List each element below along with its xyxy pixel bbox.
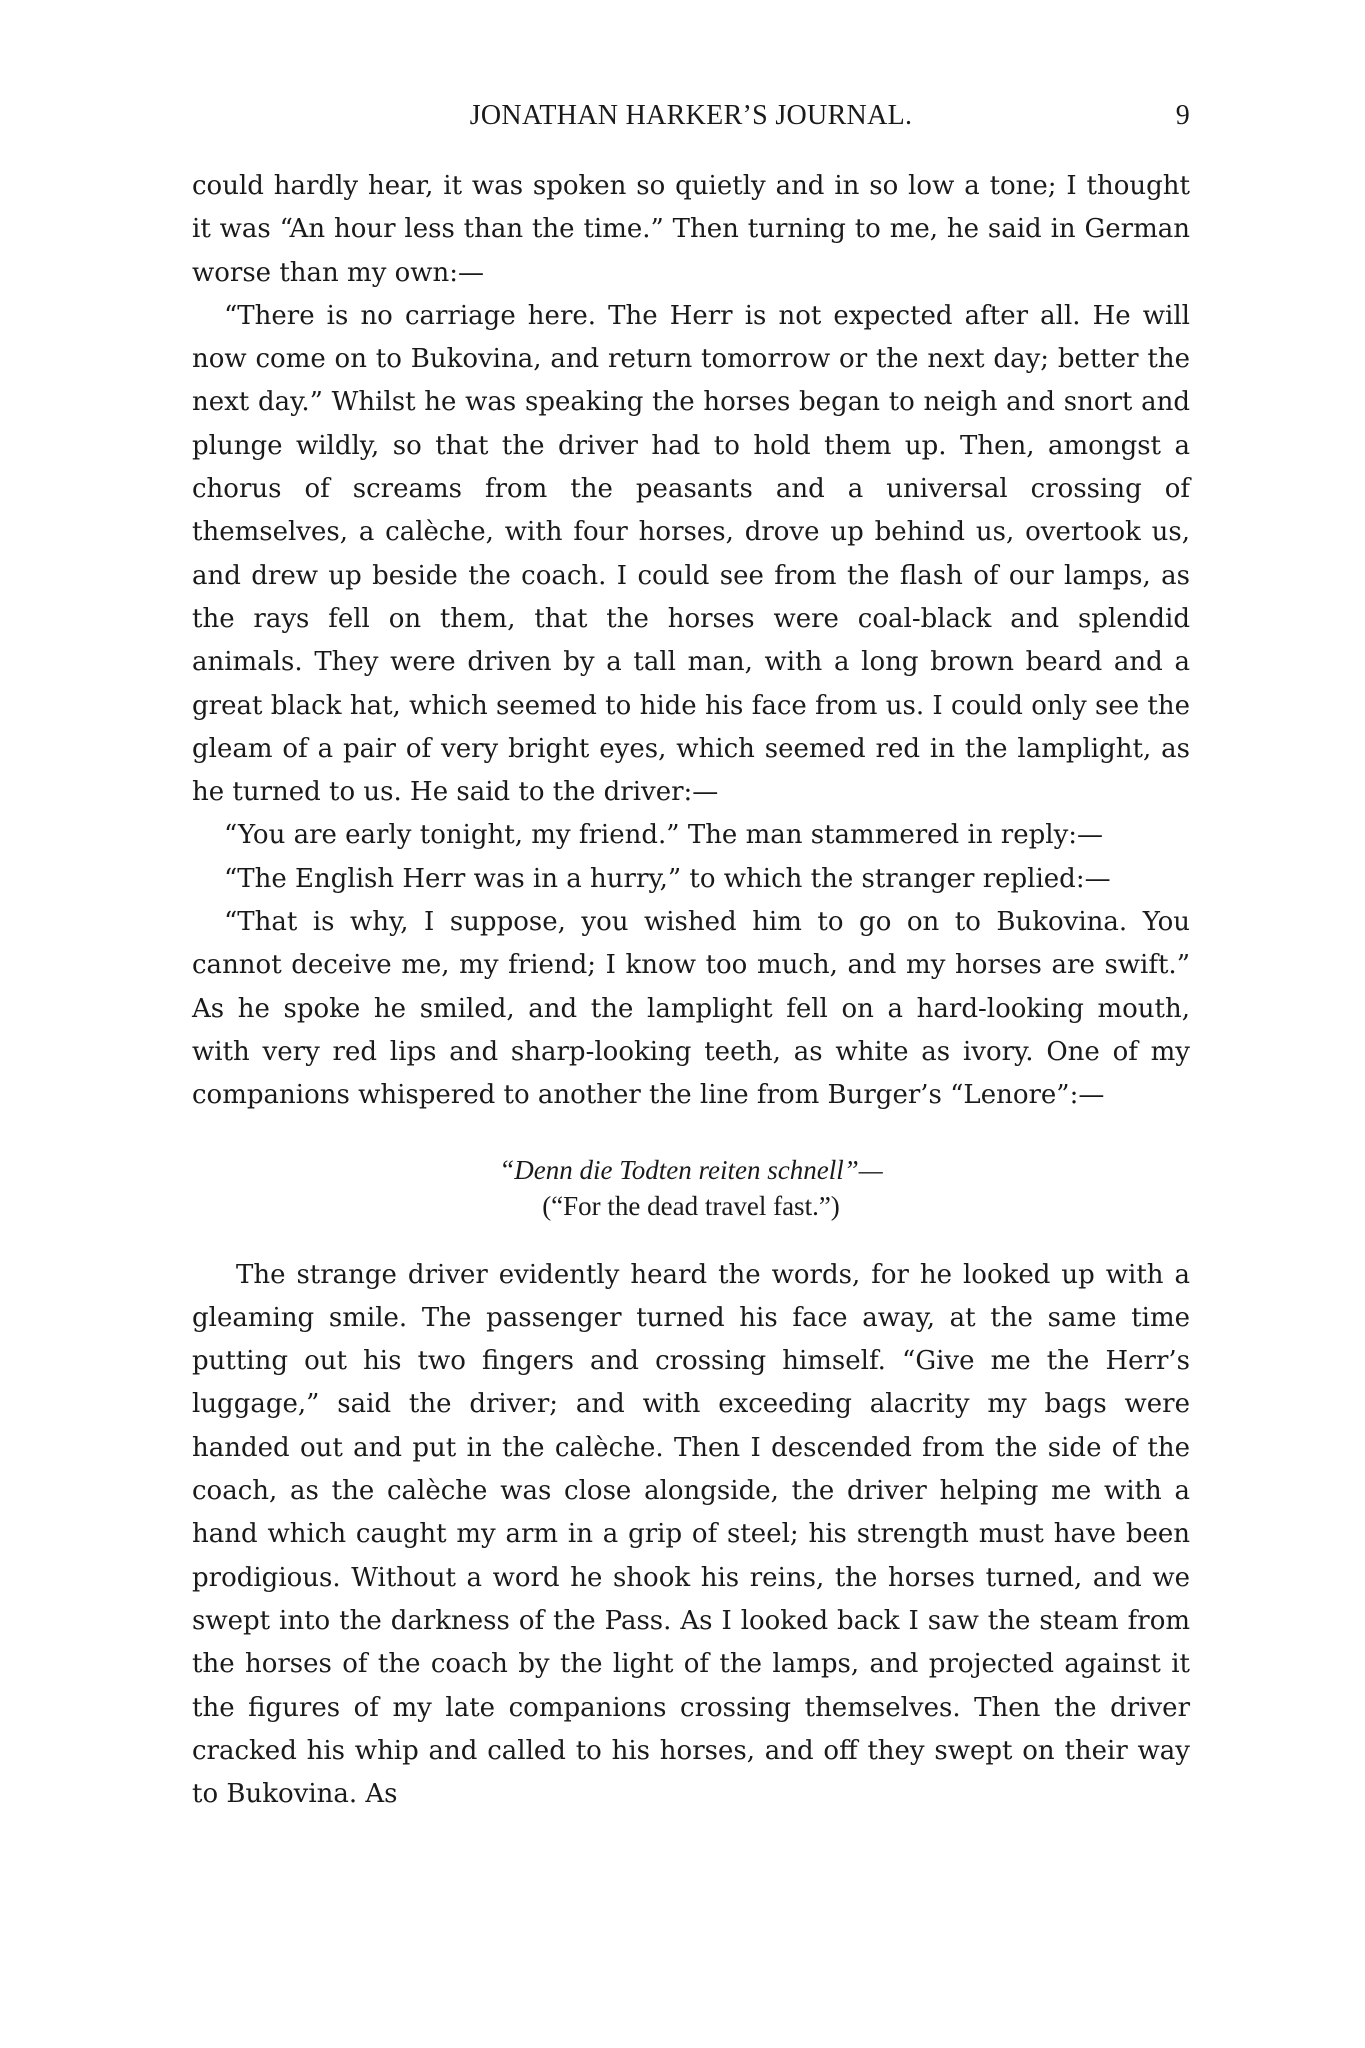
running-title: JONATHAN HARKER’S JOURNAL. xyxy=(469,100,913,131)
verse-line-german: “Denn die Todten reiten schnell”— xyxy=(499,1154,883,1185)
paragraph: “You are early tonight, my friend.” The man stammered in reply:— xyxy=(224,820,1104,851)
paragraph: The strange driver evidently heard the words, for he looked up with a gleaming smile. The passenger turned his face away, at the same time putting out his two fingers and crossing himself. “Give me the Herr’s luggage,” said the driver; and with exceeding alacrity my bags were handed out and put in the calèche. Then I descended from the side of the coach, as the calèche was close alongside, the driver helping me with a hand which caught my arm in a grip of steel; his strength must have been prodigious. Without a word he shook his reins, the horses turned, and we swept into the darkness of the Pass. As I looked back I saw the steam from the horses of the coach by the light of the lamps, and projected against it the figures of my late companions crossing themselves. Then the driver cracked his whip and called to his horses, and off they swept on their way to Bukovina. As xyxy=(192,1259,1190,1810)
body-text xyxy=(192,165,1190,1816)
running-head xyxy=(192,96,1190,136)
verse-line-translation: (“For the dead travel fast.”) xyxy=(542,1190,840,1221)
paragraph: “That is why, I suppose, you wished him to go on to Bukovina. You cannot deceive me, my friend; I know too much, and my horses are swift.” As he spoke he smiled, and the lamplight fell on a hard-looking mouth, with very red lips and sharp-looking teeth, as white as ivory. One of my companions whispered to another the line from Burger’s “Lenore”:— xyxy=(192,907,1190,1111)
paragraph-continued: could hardly hear, it was spoken so quietly and in so low a tone; I thought it was “An hour less than the time.” Then turning to me, he said in German worse than my own:— xyxy=(192,171,1190,288)
paragraph: “The English Herr was in a hurry,” to which the stranger replied:— xyxy=(224,863,1111,894)
page-number: 9 xyxy=(1175,100,1190,131)
quoted-verse xyxy=(192,1152,1190,1224)
paragraph: “There is no carriage here. The Herr is not expected after all. He will now come on to Bukovina, and return tomorrow or the next day; better the next day.” Whilst he was speaking the horses began to neigh and snort and plunge wildly, so that the driver had to hold them up. Then, amongst a chorus of screams from the peasants and a universal crossing of themselves, a calèche, with four horses, drove up behind us, overtook us, and drew up beside the coach. I could see from the flash of our lamps, as the rays fell on them, that the horses were coal-black and splendid animals. They were driven by a tall man, with a long brown beard and a great black hat, which seemed to hide his face from us. I could only see the gleam of a pair of very bright eyes, which seemed red in the lamplight, as he turned to us. He said to the driver:— xyxy=(192,300,1190,808)
